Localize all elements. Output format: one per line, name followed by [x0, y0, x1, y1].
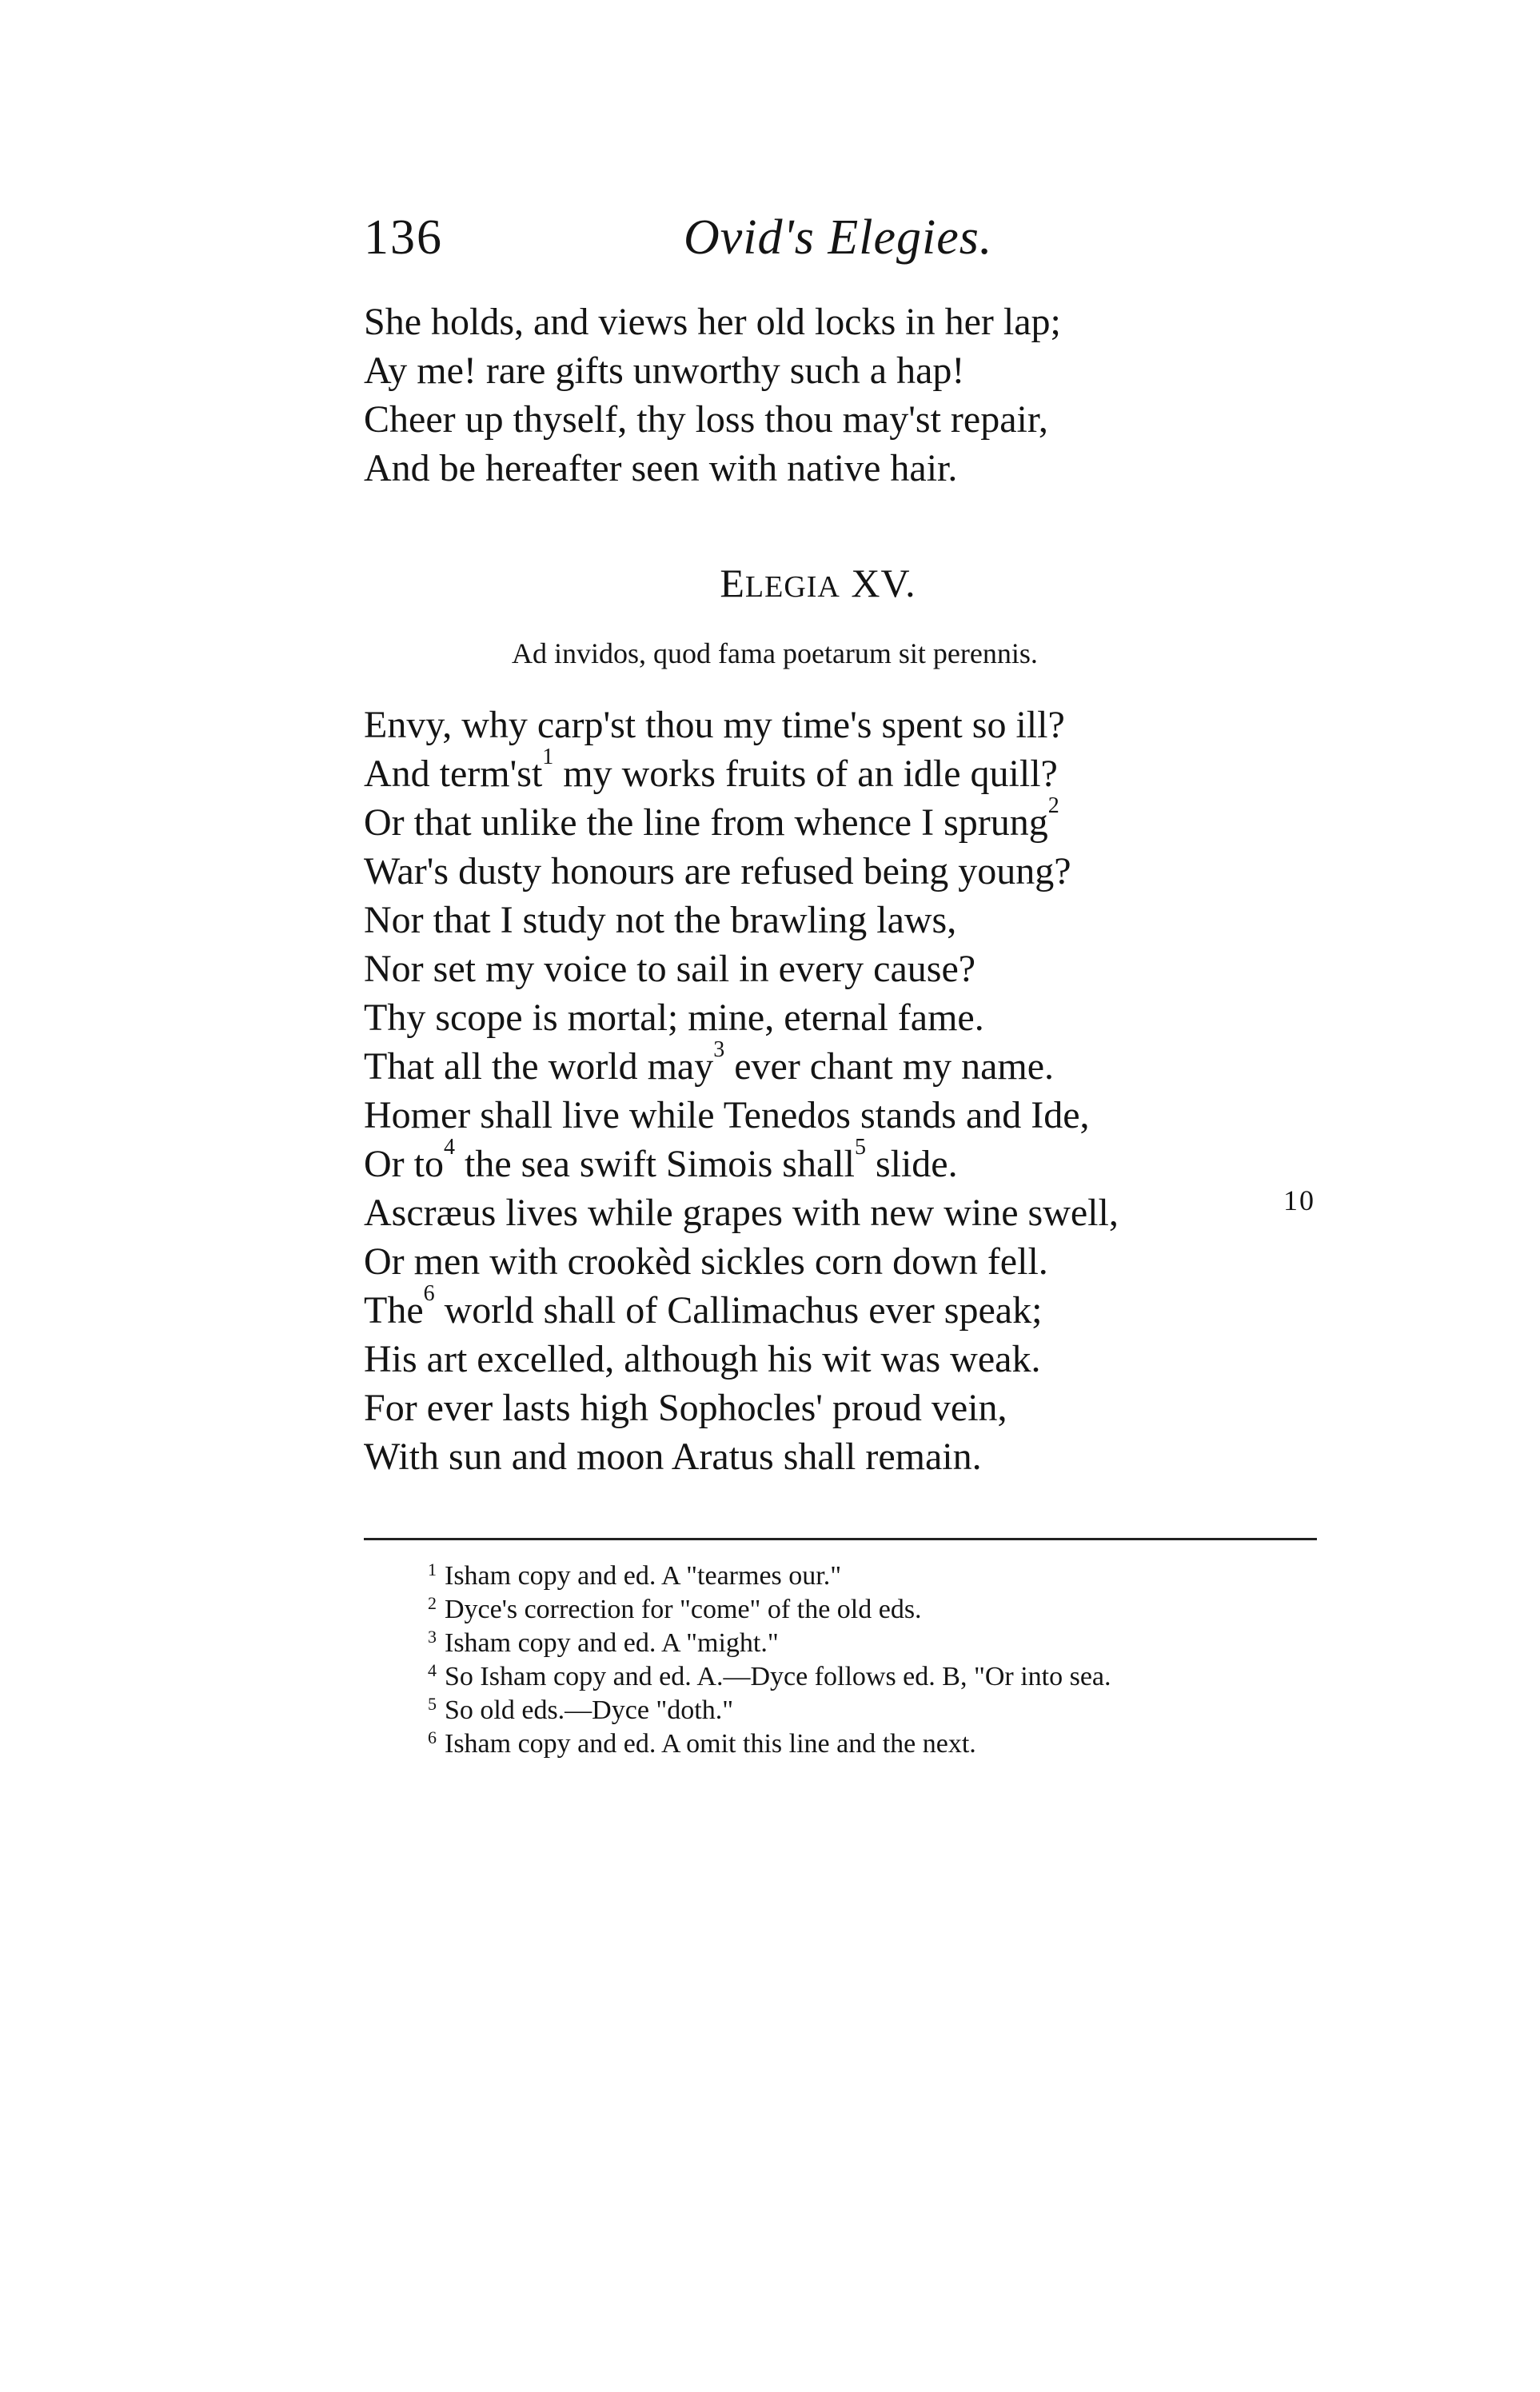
- verse-line: His art excelled, although his wit was weak.: [364, 1338, 1041, 1380]
- verse-line: For ever lasts high Sophocles' proud vein,: [364, 1387, 1007, 1429]
- top-stanza: [364, 298, 1061, 493]
- heading-numeral: XV.: [840, 561, 916, 605]
- verse-line: Envy, why carp'st thou my time's spent so ill?: [364, 704, 1065, 746]
- footnotes: [428, 1559, 1111, 1761]
- footnote-text: So Isham copy and ed. A.—Dyce follows ed. B, "Or into sea.: [445, 1662, 1111, 1691]
- footnote: [428, 1593, 1111, 1627]
- verse-text: the sea swift Simois shall: [454, 1143, 855, 1185]
- verse-line: Ascræus lives while grapes with new wine swell,: [364, 1192, 1119, 1234]
- footnote: [428, 1660, 1111, 1694]
- footnote-text: So old eds.—Dyce "doth.": [445, 1695, 734, 1725]
- verse-line: Or men with crookèd sickles corn down fell.: [364, 1240, 1048, 1283]
- footnote-ref: 1: [542, 745, 554, 769]
- footnote-ref: 4: [443, 1135, 455, 1160]
- heading-small-caps: LEGIA: [744, 570, 840, 604]
- section-subtitle: Ad invidos, quod fama poetarum sit perennis.: [512, 637, 1038, 669]
- verse-line: Cheer up thyself, thy loss thou may'st repair,: [364, 398, 1048, 441]
- verse-line: [364, 1281, 1119, 1335]
- footnote-text: Isham copy and ed. A omit this line and the next.: [445, 1729, 976, 1759]
- footnote-ref: 5: [854, 1135, 866, 1160]
- footnote-number: 1: [428, 1559, 437, 1579]
- verse-line: Nor that I study not the brawling laws,: [364, 899, 957, 941]
- footnote: [428, 1559, 1111, 1593]
- verse-text: The: [364, 1289, 424, 1332]
- footnote-number: 4: [428, 1660, 437, 1680]
- footnote: [428, 1694, 1111, 1727]
- footnote: [428, 1627, 1111, 1660]
- line-number: 10: [1283, 1184, 1315, 1216]
- verse-line: Nor set my voice to sail in every cause?: [364, 948, 976, 990]
- verse-line: Homer shall live while Tenedos stands and Ide,: [364, 1094, 1090, 1136]
- verse-line: [364, 745, 1119, 798]
- footnote-number: 2: [428, 1593, 437, 1613]
- verse-line: [364, 1037, 1119, 1091]
- page-number: 136: [364, 210, 443, 265]
- verse-line: Thy scope is mortal; mine, eternal fame.: [364, 996, 984, 1039]
- verse-text: ever chant my name.: [724, 1045, 1055, 1088]
- footnote-text: Dyce's correction for "come" of the old eds.: [445, 1595, 922, 1624]
- verse-text: world shall of Callimachus ever speak;: [434, 1289, 1043, 1332]
- verse-line: [364, 1135, 1119, 1188]
- footnote-number: 3: [428, 1627, 437, 1647]
- verse-text: Or to: [364, 1143, 444, 1185]
- verse-text: And term'st: [364, 753, 543, 795]
- heading-initial: E: [720, 561, 745, 605]
- footnote-text: Isham copy and ed. A "tearmes our.": [445, 1561, 842, 1591]
- verse-text: slide.: [865, 1143, 958, 1185]
- footnote-number: 6: [428, 1727, 437, 1747]
- footnote-ref: 3: [713, 1037, 725, 1062]
- verse-text: Or that unlike the line from whence I sprung: [364, 801, 1048, 844]
- footnote-ref: 6: [423, 1281, 435, 1306]
- verse-line: With sun and moon Aratus shall remain.: [364, 1436, 982, 1478]
- running-head: [364, 210, 1307, 274]
- running-title: Ovid's Elegies.: [684, 210, 993, 265]
- verse-line: War's dusty honours are refused being young?: [364, 850, 1071, 893]
- verse-text: my works fruits of an idle quill?: [553, 753, 1058, 795]
- footnote: [428, 1727, 1111, 1761]
- main-poem: [364, 701, 1119, 1481]
- footnote-ref: 2: [1047, 793, 1059, 818]
- section-heading: [0, 560, 1540, 606]
- verse-line: She holds, and views her old locks in her lap;: [364, 301, 1061, 343]
- verse-line: Ay me! rare gifts unworthy such a hap!: [364, 349, 965, 392]
- footnote-rule: [364, 1538, 1317, 1540]
- footnote-number: 5: [428, 1694, 437, 1714]
- verse-line: And be hereafter seen with native hair.: [364, 447, 958, 489]
- verse-text: That all the world may: [364, 1045, 714, 1088]
- footnote-text: Isham copy and ed. A "might.": [445, 1628, 779, 1658]
- verse-line: [364, 793, 1119, 847]
